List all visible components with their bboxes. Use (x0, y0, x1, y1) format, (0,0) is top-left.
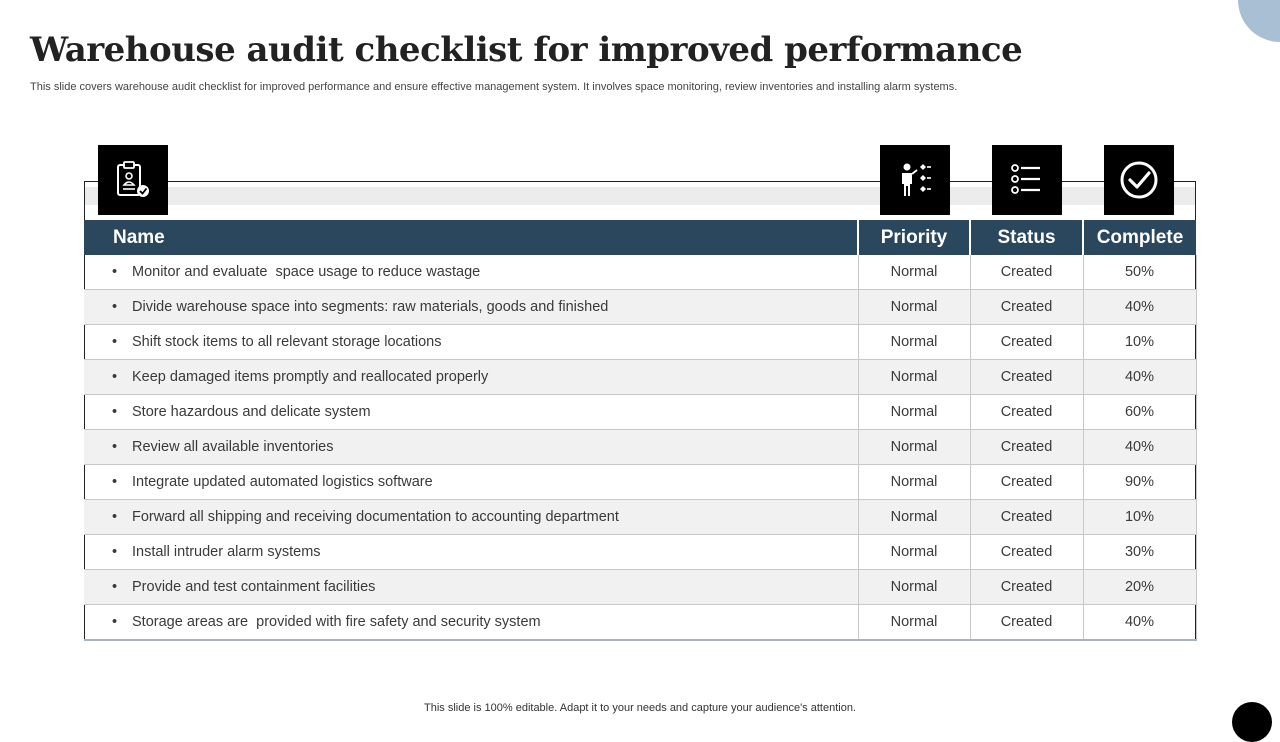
bullet-icon: • (112, 404, 118, 420)
complete-cell: 10% (1083, 500, 1196, 535)
bullet-icon: • (112, 439, 118, 455)
complete-cell: 20% (1083, 570, 1196, 605)
task-cell (84, 360, 858, 395)
status-cell: Created (970, 465, 1083, 500)
table-row (84, 500, 1196, 535)
decorative-circle-top (1238, 0, 1280, 42)
bullet-icon: • (112, 299, 118, 315)
task-cell (84, 500, 858, 535)
task-cell (84, 465, 858, 500)
table-row (84, 290, 1196, 325)
bullet-icon: • (112, 614, 118, 630)
priority-cell: Normal (858, 430, 970, 465)
task-text: Provide and test containment facilities (132, 579, 376, 595)
task-text: Store hazardous and delicate system (132, 404, 371, 420)
task-text: Divide warehouse space into segments: raw materials, goods and finished (132, 299, 609, 315)
task-text: Monitor and evaluate space usage to reduce wastage (132, 264, 481, 280)
complete-cell: 60% (1083, 395, 1196, 430)
table-row (84, 325, 1196, 360)
task-cell (84, 605, 858, 641)
page-subtitle: This slide covers warehouse audit checklist for improved performance and ensure effective management system. It involves space monitoring, review inventories and installing alarm systems. (30, 81, 958, 93)
footer-note: This slide is 100% editable. Adapt it to your needs and capture your audience's attention. (424, 702, 856, 714)
status-cell: Created (970, 605, 1083, 641)
status-cell: Created (970, 570, 1083, 605)
task-text: Keep damaged items promptly and reallocated properly (132, 369, 489, 385)
person-list-icon (880, 145, 950, 215)
priority-cell: Normal (858, 290, 970, 325)
column-header-status: Status (970, 220, 1083, 255)
task-cell (84, 255, 858, 290)
task-text: Review all available inventories (132, 439, 334, 455)
priority-cell: Normal (858, 570, 970, 605)
priority-cell: Normal (858, 325, 970, 360)
status-cell: Created (970, 430, 1083, 465)
table-row (84, 465, 1196, 500)
table-row (84, 605, 1196, 641)
task-text: Forward all shipping and receiving documentation to accounting department (132, 509, 619, 525)
table-header-row (84, 220, 1196, 255)
checklist-icon (992, 145, 1062, 215)
complete-cell: 90% (1083, 465, 1196, 500)
audit-checklist-table (84, 220, 1197, 641)
bullet-icon: • (112, 369, 118, 385)
checkmark-circle-icon (1104, 145, 1174, 215)
column-header-complete: Complete (1083, 220, 1196, 255)
complete-cell: 40% (1083, 290, 1196, 325)
status-cell: Created (970, 500, 1083, 535)
task-text: Integrate updated automated logistics software (132, 474, 433, 490)
column-header-name: Name (84, 220, 858, 255)
status-cell: Created (970, 325, 1083, 360)
complete-cell: 40% (1083, 360, 1196, 395)
task-cell (84, 395, 858, 430)
status-cell: Created (970, 290, 1083, 325)
status-cell: Created (970, 395, 1083, 430)
bullet-icon: • (112, 474, 118, 490)
bullet-icon: • (112, 509, 118, 525)
column-header-priority: Priority (858, 220, 970, 255)
complete-cell: 50% (1083, 255, 1196, 290)
clipboard-badge-icon (98, 145, 168, 215)
complete-cell: 40% (1083, 430, 1196, 465)
table-row (84, 360, 1196, 395)
task-text: Storage areas are provided with fire safety and security system (132, 614, 541, 630)
priority-cell: Normal (858, 535, 970, 570)
table-row (84, 430, 1196, 465)
bullet-icon: • (112, 579, 118, 595)
priority-cell: Normal (858, 605, 970, 641)
bullet-icon: • (112, 264, 118, 280)
priority-cell: Normal (858, 395, 970, 430)
table-row (84, 255, 1196, 290)
page-title: Warehouse audit checklist for improved performance (30, 30, 1023, 70)
table-row (84, 395, 1196, 430)
task-text: Shift stock items to all relevant storage locations (132, 334, 442, 350)
complete-cell: 40% (1083, 605, 1196, 641)
task-cell (84, 535, 858, 570)
status-cell: Created (970, 535, 1083, 570)
status-cell: Created (970, 255, 1083, 290)
task-cell (84, 430, 858, 465)
task-text: Install intruder alarm systems (132, 544, 321, 560)
task-cell (84, 325, 858, 360)
priority-cell: Normal (858, 360, 970, 395)
complete-cell: 30% (1083, 535, 1196, 570)
priority-cell: Normal (858, 500, 970, 535)
bullet-icon: • (112, 544, 118, 560)
priority-cell: Normal (858, 465, 970, 500)
bullet-icon: • (112, 334, 118, 350)
complete-cell: 10% (1083, 325, 1196, 360)
status-cell: Created (970, 360, 1083, 395)
priority-cell: Normal (858, 255, 970, 290)
table-row (84, 570, 1196, 605)
task-cell (84, 290, 858, 325)
task-cell (84, 570, 858, 605)
table-row (84, 535, 1196, 570)
